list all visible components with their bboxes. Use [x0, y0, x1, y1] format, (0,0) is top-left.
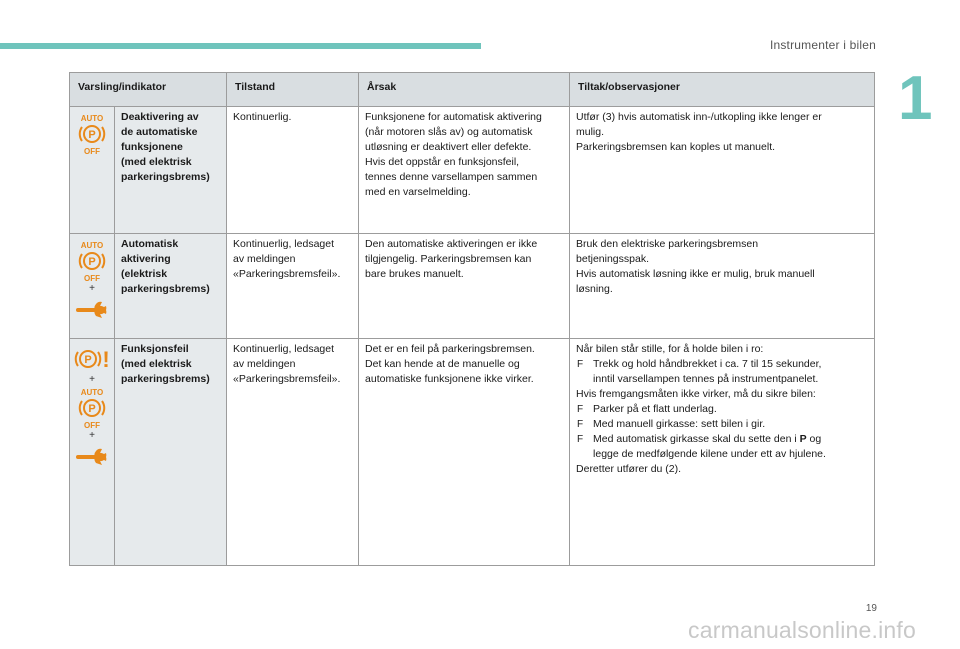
svg-text:P: P — [88, 256, 96, 268]
action-mid: Hvis fremgangsmåten ikke virker, må du sikre bilen: — [576, 388, 816, 400]
column-header-cause: Årsak — [359, 73, 570, 107]
bullet-icon: F — [577, 404, 584, 415]
indicator-name: Funksjonsfeil (med elektrisk parkeringsbrems) — [115, 339, 227, 566]
page-number: 19 — [865, 603, 877, 614]
indicator-icon-cell — [70, 339, 115, 566]
svg-text:AUTO: AUTO — [80, 114, 104, 123]
list-item: F Parker på et flatt underlag. — [577, 403, 717, 415]
indicator-icon-cell — [70, 234, 115, 339]
cause-cell: Den automatiske aktiveringen er ikke tilgjengelig. Parkeringsbremsen kan bare brukes manuelt. — [359, 234, 570, 339]
action-intro: Når bilen står stille, for å holde bilen i ro: — [576, 343, 764, 355]
top-accent-bar — [0, 43, 481, 49]
svg-text:P: P — [84, 354, 92, 366]
action-cell: Bruk den elektriske parkeringsbremsen betjeningsspak. Hvis automatisk løsning ikke er mulig, bruk manuell løsning. — [570, 234, 875, 339]
state-cell: Kontinuerlig. — [227, 107, 359, 234]
svg-text:P: P — [88, 129, 96, 141]
chapter-number: 1 — [898, 64, 933, 133]
action-list-1 — [576, 357, 870, 387]
indicator-name: Deaktivering av de automatiske funksjonene (med elektrisk parkeringsbrems) — [115, 107, 227, 234]
svg-text:OFF: OFF — [84, 147, 100, 155]
action-cell: Utfør (3) hvis automatisk inn-/utkopling ikke lenger er mulig. Parkeringsbremsen kan koples ut manuelt. — [570, 107, 875, 234]
cause-cell: Det er en feil på parkeringsbremsen. Det kan hende at de manuelle og automatiske funksjonene ikke virker. — [359, 339, 570, 566]
auto-off-parking-brake-icon — [75, 240, 109, 282]
indicator-name: Automatisk aktivering (elektrisk parkeringsbrems) — [115, 234, 227, 339]
svg-text:AUTO: AUTO — [80, 388, 104, 397]
warning-lamp-table — [69, 72, 875, 566]
table-row — [70, 339, 875, 566]
column-header-action: Tiltak/observasjoner — [570, 73, 875, 107]
column-header-indicator: Varsling/indikator — [70, 73, 227, 107]
parking-brake-fault-icon — [73, 345, 111, 373]
auto-off-parking-brake-icon — [75, 113, 109, 155]
list-item: F Med manuell girkasse: sett bilen i gir. — [577, 418, 766, 430]
svg-text:AUTO: AUTO — [80, 241, 104, 250]
auto-off-parking-brake-icon — [75, 387, 109, 429]
table-row — [70, 234, 875, 339]
action-list-2 — [576, 402, 870, 462]
plus-sign: + — [89, 374, 95, 385]
cause-cell: Funksjonene for automatisk aktivering (når motoren slås av) og automatisk utløsning er deaktivert eller defekte. Hvis det oppstår en funksjonsfeil, tennes denne varsellampen sammen med en varselmelding. — [359, 107, 570, 234]
state-cell: Kontinuerlig, ledsaget av meldingen «Parkeringsbremsfeil». — [227, 339, 359, 566]
state-cell: Kontinuerlig, ledsaget av meldingen «Parkeringsbremsfeil». — [227, 234, 359, 339]
svg-text:OFF: OFF — [84, 421, 100, 429]
bullet-icon: F — [577, 419, 584, 430]
bullet-icon: F — [577, 359, 584, 370]
table-header-row — [70, 73, 875, 107]
list-item: F Trekk og hold håndbrekket i ca. 7 til 15 sekunder, inntil varsellampen tennes på instrumentpanelet. — [577, 358, 822, 385]
action-cell — [570, 339, 875, 566]
list-item: F Med automatisk girkasse skal du sette den i P og legge de medfølgende kilene under ett av hjulene. — [577, 433, 826, 460]
bullet-icon: F — [577, 434, 584, 445]
action-end: Deretter utfører du (2). — [576, 463, 682, 475]
svg-text:OFF: OFF — [84, 274, 100, 282]
column-header-state: Tilstand — [227, 73, 359, 107]
wrench-icon — [75, 300, 109, 318]
plus-sign: + — [89, 430, 95, 441]
wrench-icon — [75, 447, 109, 465]
chapter-title: Instrumenter i bilen — [769, 38, 876, 52]
table-row — [70, 107, 875, 234]
indicator-icon-cell — [70, 107, 115, 234]
svg-text:!: ! — [102, 347, 110, 372]
svg-text:P: P — [88, 403, 96, 415]
watermark: carmanualsonline.info — [688, 617, 916, 643]
plus-sign: + — [89, 283, 95, 294]
